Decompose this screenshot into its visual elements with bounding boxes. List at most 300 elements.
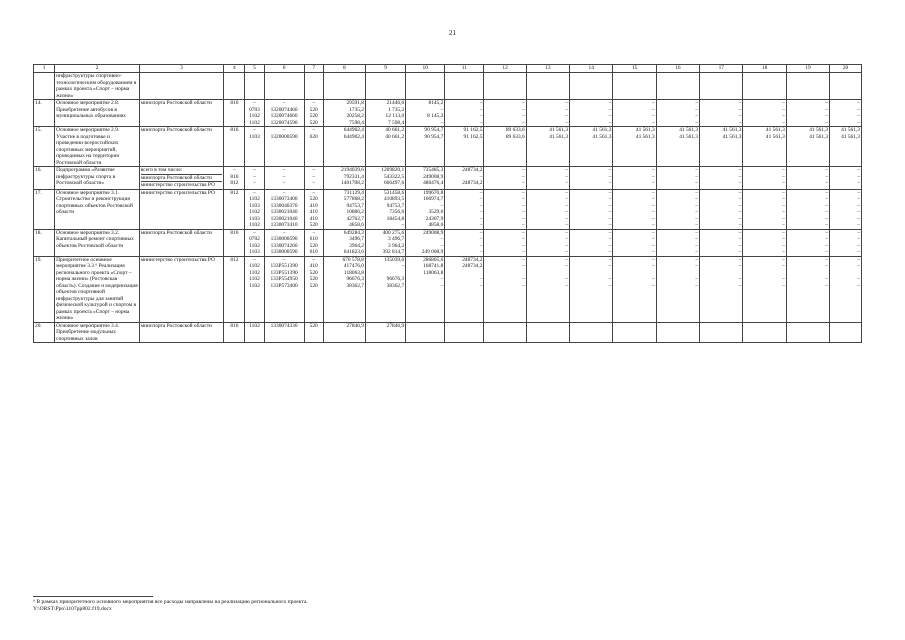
cell-line: –: [738, 222, 742, 228]
cell-line: 1320074660: [270, 113, 298, 119]
cell-line: –: [652, 222, 655, 228]
value-cell: [656, 229, 699, 256]
cell-line: 91 162,5: [463, 133, 483, 140]
row-number: [34, 256, 55, 322]
cell-line: 816: [230, 173, 239, 180]
value-cell: [304, 167, 323, 190]
cell-line: 1102: [249, 269, 260, 276]
value-cell: [700, 189, 743, 229]
cell-line: 41 561,3: [722, 127, 742, 133]
cell-line: 168741,8: [423, 263, 444, 269]
cell-line: –: [282, 100, 286, 106]
cell-line: –: [565, 113, 569, 119]
cell-line: 520: [309, 222, 318, 228]
executor: [139, 189, 224, 229]
cell-line: 24307,9: [425, 215, 444, 222]
cell-line: –: [782, 106, 785, 113]
value-cell: [526, 322, 569, 343]
cell-line: –: [695, 167, 699, 173]
cell-line: 41 561,3: [592, 127, 612, 133]
cell-line: –: [253, 100, 256, 106]
cell-line: –: [652, 180, 655, 186]
value-cell: [484, 73, 526, 100]
value-cell: [304, 100, 323, 127]
cell-line: –: [782, 209, 785, 215]
cell-line: 1401708,2: [341, 180, 364, 186]
cell-line: –: [253, 173, 256, 180]
cell-line: –: [695, 242, 699, 249]
executor-text: минспорта Ростовской области: [140, 229, 212, 236]
header-cell: 12: [484, 65, 526, 73]
cell-line: 1735,2: [349, 106, 364, 113]
value-cell: [245, 100, 264, 127]
cell-line: –: [608, 173, 612, 180]
cell-line: 1330021040: [270, 209, 298, 215]
cell-line: –: [738, 189, 742, 196]
value-cell: [526, 100, 569, 127]
cell-line: –: [440, 202, 444, 209]
cell-line: –: [608, 106, 612, 113]
cell-line: 0702: [249, 236, 260, 242]
cell-line: –: [825, 242, 829, 249]
cell-line: –: [857, 242, 860, 249]
value-cell: [445, 73, 484, 100]
cell-line: 7 598,4: [388, 119, 405, 126]
cell-line: 199670,8: [423, 189, 444, 196]
cell-line: 90 954,7: [424, 133, 444, 140]
value-cell: [743, 100, 786, 127]
cell-line: 133P554950: [270, 276, 298, 282]
executor: [139, 322, 224, 343]
cell-line: –: [522, 242, 525, 249]
value-cell: [743, 256, 786, 322]
cell-line: –: [825, 106, 829, 113]
value-cell: [264, 322, 304, 343]
cell-line: –: [695, 209, 699, 215]
measure-name: [55, 322, 140, 343]
value-cell: [323, 127, 365, 167]
cell-line: –: [652, 236, 655, 242]
executor-text: минспорта Ростовской области: [141, 174, 223, 182]
cell-line: 286805,6: [423, 256, 444, 263]
cell-line: –: [857, 215, 860, 222]
cell-line: 520: [309, 242, 318, 249]
value-cell: [526, 73, 569, 100]
value-cell: [613, 189, 656, 229]
cell-line: 410: [309, 215, 318, 222]
cell-line: –: [565, 119, 569, 126]
ministry-code: [224, 127, 245, 167]
cell-line: [571, 323, 611, 330]
cell-line: 2194039,6: [341, 167, 364, 173]
cell-line: [446, 73, 482, 80]
table-row: [34, 127, 862, 167]
cell-line: –: [825, 222, 829, 228]
cell-line: –: [522, 173, 525, 180]
value-cell: [245, 256, 264, 322]
value-cell: [445, 322, 484, 343]
cell-line: 12 113,0: [385, 113, 405, 119]
value-cell: [526, 189, 569, 229]
cell-line: –: [479, 209, 483, 215]
table-row: [34, 256, 862, 322]
measure-name-text: Основное мероприятие 2.9. Участие в подготовке и проведении всероссийских спортивных мероприятий, проводимых на территории Ростовской области: [56, 127, 120, 166]
cell-line: –: [522, 196, 525, 202]
cell-line: 816: [230, 100, 239, 106]
cell-line: –: [782, 222, 785, 228]
cell-line: –: [312, 229, 316, 236]
cell-line: –: [282, 256, 286, 263]
ministry-code: [224, 322, 245, 343]
value-cell: [613, 322, 656, 343]
header-cell: 7: [304, 65, 323, 73]
value-cell: [366, 256, 406, 322]
cell-line: –: [608, 263, 612, 269]
cell-line: –: [695, 215, 699, 222]
cell-line: 41 561,3: [809, 133, 829, 140]
cell-line: –: [608, 119, 612, 126]
cell-line: –: [522, 249, 525, 255]
value-cell: [323, 322, 365, 343]
cell-line: 248734,2: [462, 263, 483, 269]
cell-line: –: [652, 196, 655, 202]
cell-line: 7356,6: [389, 209, 405, 215]
value-cell: [570, 256, 613, 322]
value-cell: [656, 189, 699, 229]
header-cell: 10: [406, 65, 445, 73]
cell-line: –: [857, 229, 860, 236]
cell-line: –: [312, 256, 316, 263]
value-cell: [786, 256, 829, 322]
value-cell: [304, 189, 323, 229]
row-number: [34, 229, 55, 256]
value-cell: [830, 256, 862, 322]
cell-line: 1330040370: [270, 202, 298, 209]
cell-line: [744, 323, 784, 330]
cell-line: –: [401, 263, 405, 269]
cell-line: [407, 323, 443, 330]
value-cell: [700, 229, 743, 256]
cell-line: –: [282, 189, 286, 196]
cell-line: [528, 323, 568, 330]
cell-line: –: [825, 276, 829, 282]
cell-line: –: [695, 263, 699, 269]
cell-line: –: [782, 229, 785, 236]
cell-line: –: [253, 167, 256, 173]
cell-line: 38362,7: [386, 282, 405, 289]
cell-line: 410: [309, 263, 318, 269]
cell-line: –: [652, 113, 655, 119]
value-cell: [613, 167, 656, 190]
cell-line: –: [857, 173, 860, 180]
value-cell: [245, 189, 264, 229]
cell-line: –: [479, 113, 483, 119]
cell-line: –: [565, 215, 569, 222]
cell-line: –: [282, 173, 286, 180]
cell-line: 41 561,3: [679, 127, 699, 133]
cell-line: –: [695, 222, 699, 228]
header-cell: 1: [34, 65, 55, 73]
cell-line: –: [479, 242, 483, 249]
cell-line: –: [825, 100, 829, 106]
cell-line: –: [652, 282, 655, 289]
cell-line: –: [857, 209, 860, 215]
row-number: [34, 189, 55, 229]
value-cell: [366, 100, 406, 127]
value-cell: [700, 167, 743, 190]
cell-line: –: [695, 236, 699, 242]
cell-line: 4858,6: [349, 222, 364, 228]
cell-line: [485, 323, 524, 330]
cell-line: –: [782, 119, 785, 126]
cell-line: [701, 323, 741, 330]
cell-line: –: [695, 106, 699, 113]
cell-line: –: [565, 249, 569, 255]
cell-line: –: [565, 222, 569, 228]
cell-line: [571, 73, 611, 80]
cell-line: –: [282, 180, 286, 186]
cell-line: –: [782, 276, 785, 282]
cell-line: –: [738, 242, 742, 249]
cell-line: –: [857, 106, 860, 113]
cell-line: 29591,8: [346, 100, 364, 106]
value-cell: [656, 100, 699, 127]
value-cell: [830, 127, 862, 167]
cell-line: –: [282, 229, 286, 236]
cell-line: 1330074260: [270, 242, 298, 249]
cell-line: 1102: [249, 209, 260, 215]
value-cell: [613, 100, 656, 127]
row-number: [34, 127, 55, 167]
cell-line: –: [782, 282, 785, 289]
value-cell: [406, 167, 445, 190]
cell-line: –: [782, 215, 785, 222]
value-cell: [570, 127, 613, 167]
cell-line: –: [233, 167, 236, 173]
cell-line: –: [738, 215, 742, 222]
value-cell: [406, 229, 445, 256]
cell-line: 610: [309, 249, 318, 255]
cell-line: –: [522, 119, 525, 126]
executor: [139, 256, 224, 322]
cell-line: –: [652, 249, 655, 255]
value-cell: [445, 127, 484, 167]
cell-line: –: [253, 256, 256, 263]
cell-line: –: [782, 167, 785, 173]
cell-line: 410893,5: [383, 196, 405, 202]
cell-line: 4858,6: [428, 222, 444, 228]
table-row: [34, 229, 862, 256]
cell-line: 17.: [35, 189, 42, 196]
value-cell: [830, 167, 862, 190]
cell-line: 577868,2: [343, 196, 364, 202]
executor: [139, 73, 224, 100]
cell-line: 41 561,3: [809, 127, 829, 133]
cell-line: 1102: [249, 276, 260, 282]
cell-line: –: [782, 249, 785, 255]
value-cell: [264, 256, 304, 322]
cell-line: –: [479, 215, 483, 222]
ministry-code: [224, 100, 245, 127]
cell-line: –: [652, 229, 655, 236]
cell-line: –: [738, 119, 742, 126]
cell-line: –: [738, 263, 742, 269]
cell-line: 731129,4: [343, 189, 364, 196]
cell-line: 1102: [249, 263, 260, 269]
cell-line: [485, 73, 524, 80]
cell-line: 812: [230, 189, 239, 196]
cell-line: –: [857, 100, 860, 106]
cell-line: –: [738, 229, 742, 236]
cell-line: 3496,7: [349, 236, 364, 242]
cell-line: –: [522, 229, 525, 236]
cell-line: –: [825, 282, 829, 289]
cell-line: 3964,2: [349, 242, 364, 249]
cell-line: 118063,8: [343, 269, 364, 276]
cell-line: –: [565, 236, 569, 242]
value-cell: [445, 189, 484, 229]
value-cell: [786, 229, 829, 256]
value-cell: [700, 73, 743, 100]
cell-line: 735485,3: [423, 167, 444, 173]
cell-line: –: [253, 127, 256, 133]
cell-line: –: [652, 276, 655, 282]
cell-line: –: [782, 173, 785, 180]
cell-line: –: [782, 202, 785, 209]
cell-line: –: [738, 209, 742, 215]
cell-line: –: [479, 282, 483, 289]
cell-line: 42762,7: [346, 215, 364, 222]
cell-line: 1320074460: [270, 106, 298, 113]
header-cell: 19: [786, 65, 829, 73]
cell-line: –: [565, 209, 569, 215]
header-cell: 8: [323, 65, 365, 73]
cell-line: –: [652, 167, 655, 173]
cell-line: [831, 323, 860, 330]
table-row: [34, 100, 862, 127]
cell-line: –: [522, 282, 525, 289]
measure-name-text: Основное мероприятие 3.2. Капитальный ремонт спортивных объектов Ростовской области: [56, 229, 134, 249]
value-cell: [656, 127, 699, 167]
cell-line: 41 561,3: [549, 133, 569, 140]
cell-line: 89 633,6: [505, 127, 525, 133]
cell-line: 41 561,3: [592, 133, 612, 140]
table-row: [34, 189, 862, 229]
cell-line: 18454,8: [386, 215, 405, 222]
cell-line: –: [652, 263, 655, 269]
cell-line: 90 954,7: [424, 127, 444, 133]
measure-name: [55, 73, 140, 100]
cell-line: 8 145,2: [427, 113, 444, 119]
cell-line: [788, 73, 828, 80]
cell-line: 520: [309, 113, 318, 119]
ministry-code: [224, 189, 245, 229]
value-cell: [526, 167, 569, 190]
cell-line: –: [565, 100, 569, 106]
cell-line: –: [608, 180, 612, 186]
value-cell: [406, 100, 445, 127]
cell-line: –: [522, 100, 525, 106]
cell-line: –: [738, 196, 742, 202]
cell-line: –: [738, 113, 742, 119]
value-cell: [613, 73, 656, 100]
value-cell: [264, 73, 304, 100]
cell-line: 40 661,2: [385, 127, 405, 133]
cell-line: 96676,3: [346, 276, 364, 282]
cell-line: –: [608, 202, 612, 209]
value-cell: [613, 127, 656, 167]
cell-line: –: [652, 209, 655, 215]
value-cell: [366, 127, 406, 167]
executor-text: министерство строительства РО: [141, 181, 223, 189]
cell-line: 816: [230, 322, 239, 329]
cell-line: 249008,9: [423, 229, 444, 236]
value-cell: [406, 73, 445, 100]
cell-line: –: [312, 180, 316, 186]
footnote: [33, 596, 308, 613]
cell-line: –: [695, 276, 699, 282]
cell-line: 1 735,2: [388, 106, 405, 113]
cell-line: 417476,0: [343, 263, 364, 269]
cell-line: –: [312, 127, 316, 133]
cell-line: –: [608, 229, 612, 236]
cell-line: 531458,6: [383, 189, 405, 196]
value-cell: [830, 100, 862, 127]
value-cell: [830, 322, 862, 343]
cell-line: [528, 73, 568, 80]
cell-line: –: [738, 236, 742, 242]
cell-line: –: [857, 263, 860, 269]
cell-line: –: [608, 249, 612, 255]
value-cell: [245, 73, 264, 100]
cell-line: –: [522, 189, 525, 196]
cell-line: [225, 73, 243, 80]
cell-line: 1103: [249, 249, 260, 255]
cell-line: –: [738, 256, 742, 263]
value-cell: [484, 322, 526, 343]
cell-line: –: [782, 256, 785, 263]
value-cell: [526, 229, 569, 256]
cell-line: 644902,4: [343, 127, 364, 133]
value-cell: [786, 167, 829, 190]
cell-line: 133P573400: [270, 282, 298, 289]
cell-line: 520: [309, 322, 318, 329]
ministry-code: [224, 73, 245, 100]
measure-name: [55, 229, 140, 256]
cell-line: [701, 73, 741, 80]
cell-line: 133P551390: [270, 269, 298, 276]
cell-line: –: [825, 196, 829, 202]
cell-line: 520: [309, 106, 318, 113]
cell-line: –: [782, 180, 785, 186]
cell-line: –: [695, 180, 699, 186]
header-cell: 16: [656, 65, 699, 73]
header-cell: 20: [830, 65, 862, 73]
cell-line: –: [825, 256, 829, 263]
cell-line: 520: [309, 276, 318, 282]
cell-line: –: [608, 236, 612, 242]
value-cell: [264, 127, 304, 167]
cell-line: 816: [230, 229, 239, 236]
cell-line: 644902,4: [343, 133, 364, 140]
value-cell: [245, 322, 264, 343]
cell-line: 27846,9: [386, 322, 405, 329]
cell-line: 89 633,6: [505, 133, 525, 140]
cell-line: –: [857, 222, 860, 228]
cell-line: 133P551390: [270, 263, 298, 269]
cell-line: –: [652, 242, 655, 249]
cell-line: –: [608, 113, 612, 119]
